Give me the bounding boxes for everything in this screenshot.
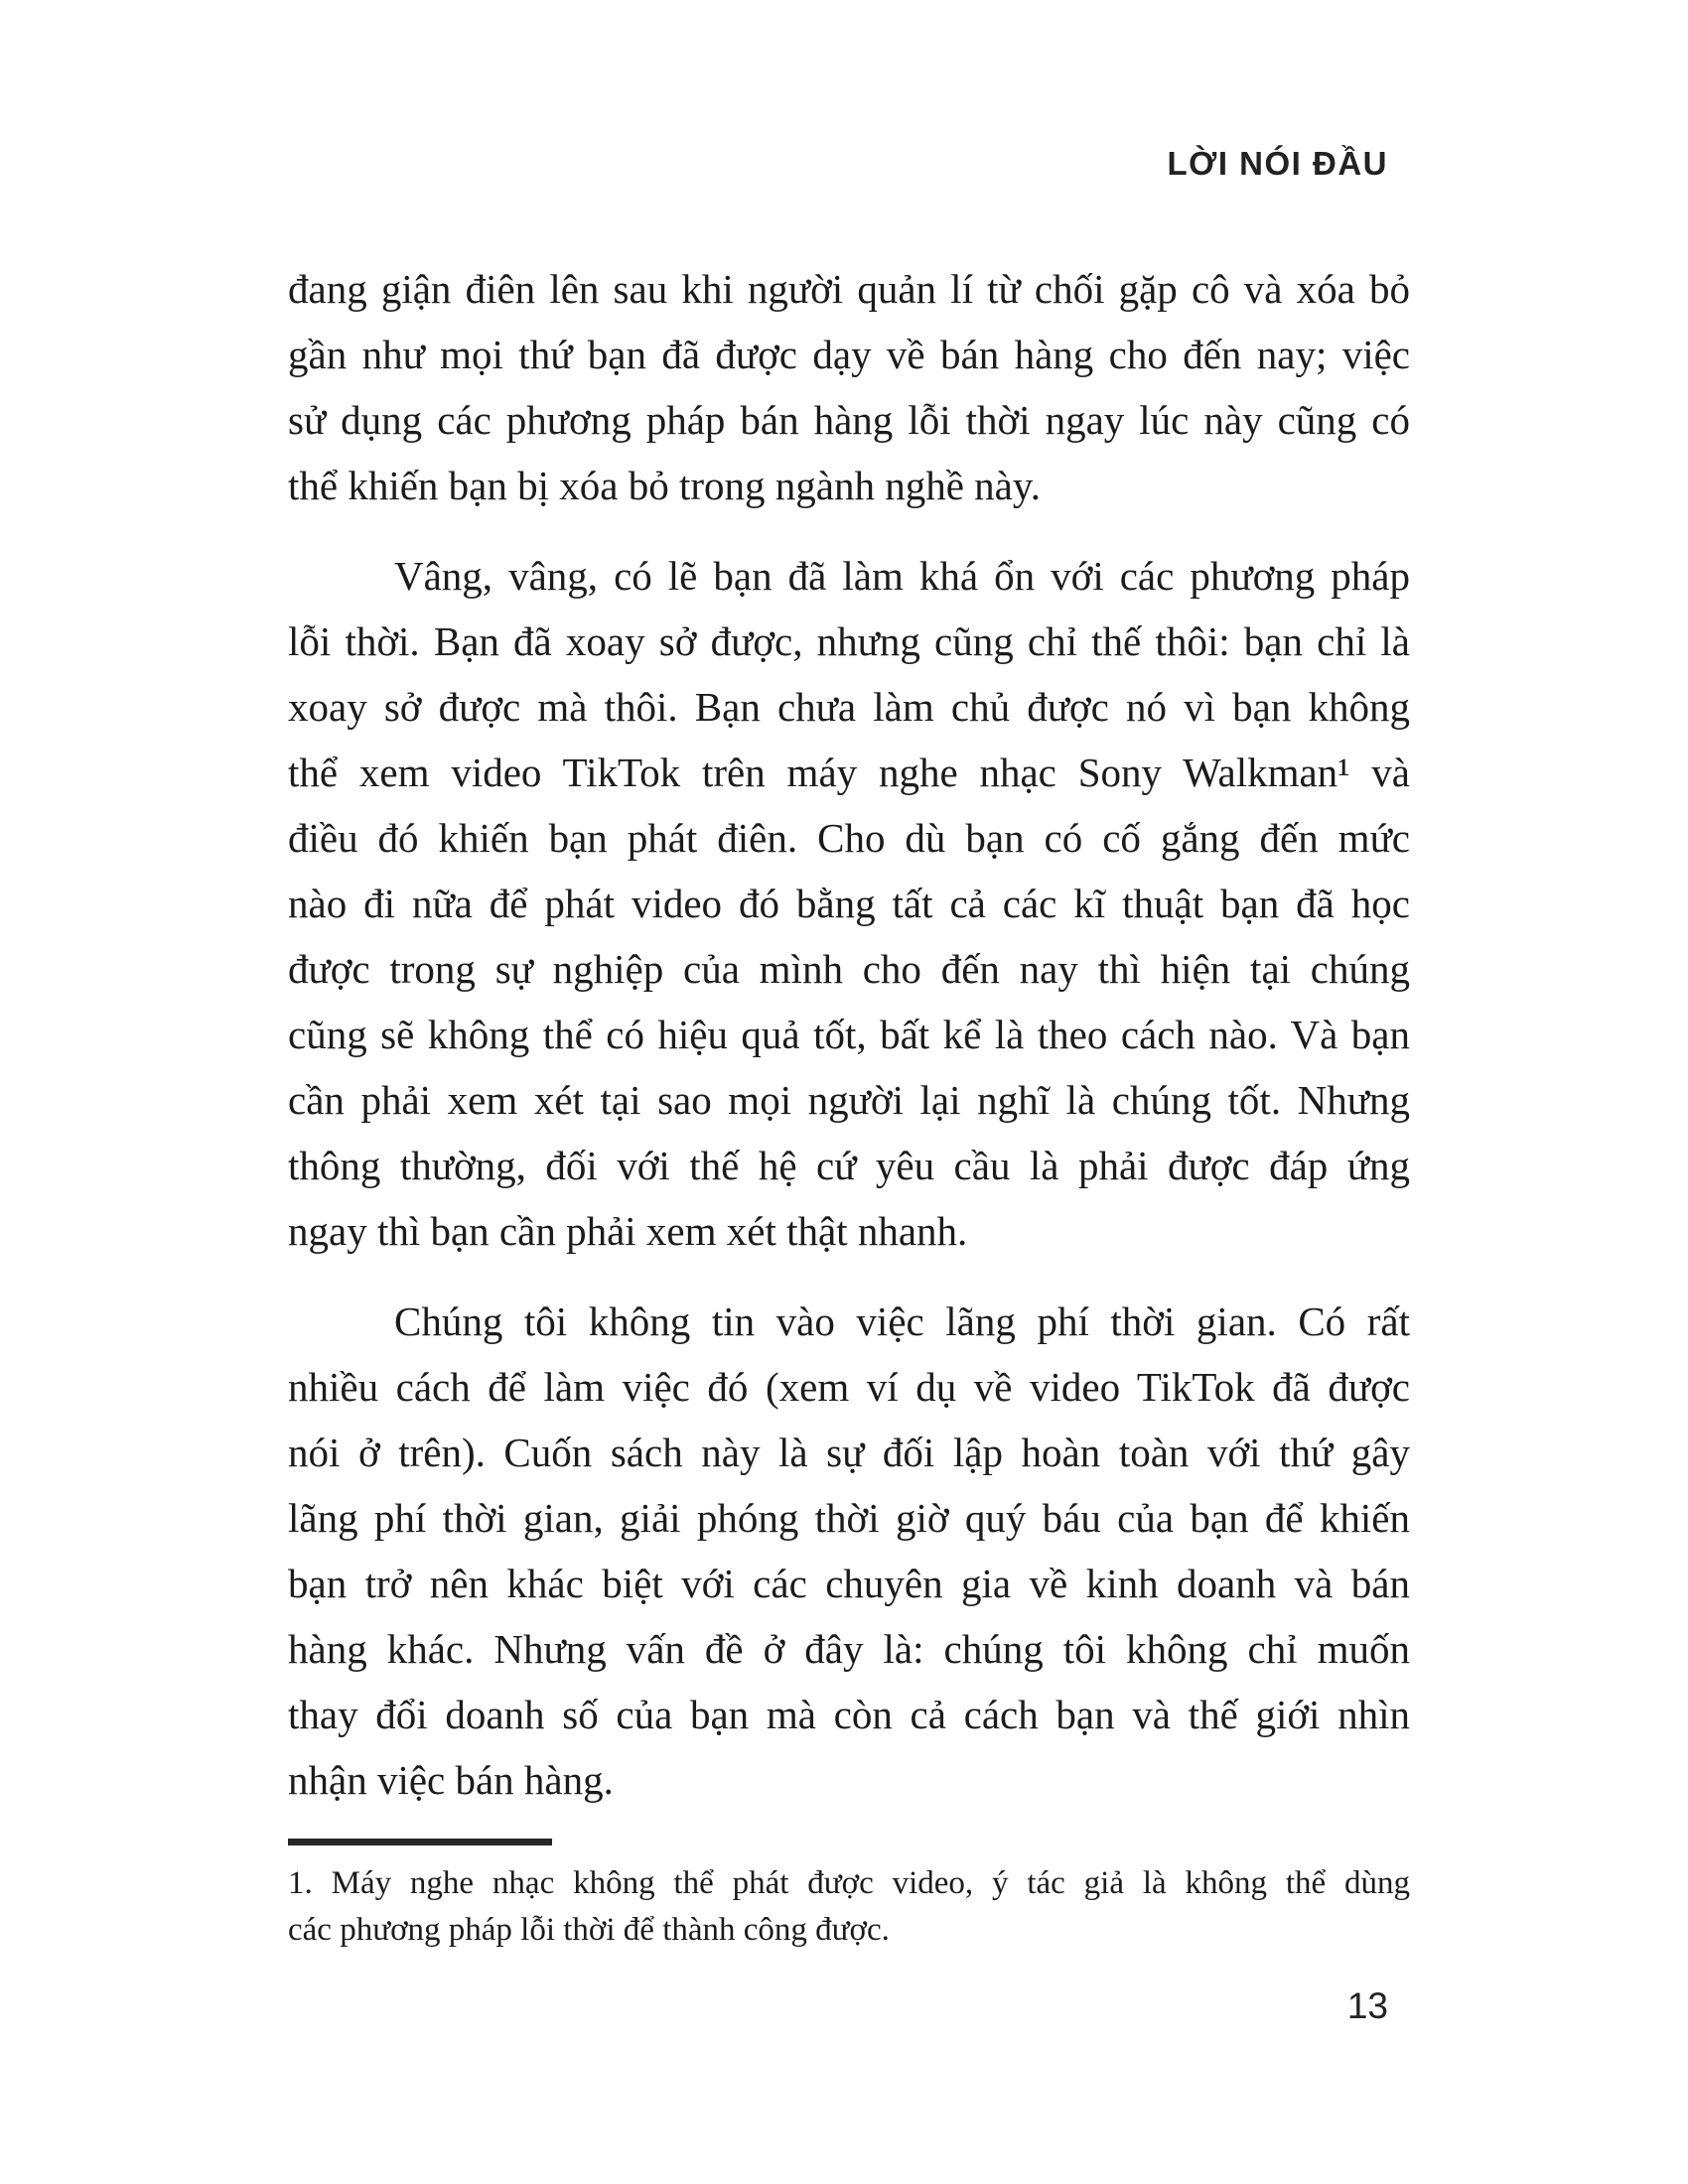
footnote-line: các phương pháp lỗi thời để thành công được. — [288, 1912, 890, 1948]
page-number: 13 — [1346, 1985, 1388, 2026]
text-line: ngay thì bạn cần phải xem xét thật nhanh. — [288, 1208, 968, 1254]
text-line: gần như mọi thứ bạn đã được dạy về bán hàng cho đến nay; việc — [288, 332, 1410, 377]
paragraph — [288, 543, 1410, 1264]
text-line: nói ở trên). Cuốn sách này là sự đối lập hoàn toàn với thứ gây — [288, 1430, 1410, 1475]
text-line: thay đổi doanh số của bạn mà còn cả cách bạn và thế giới nhìn — [288, 1692, 1410, 1737]
text-line: bạn trở nên khác biệt với các chuyên gia về kinh doanh và bán — [288, 1561, 1410, 1606]
text-line: Chúng tôi không tin vào việc lãng phí thời gian. Có rất — [394, 1298, 1410, 1344]
text-line: nhiều cách để làm việc đó (xem ví dụ về video TikTok đã được — [288, 1364, 1410, 1410]
text-line: thông thường, đối với thế hệ cứ yêu cầu là phải được đáp ứng — [288, 1143, 1410, 1188]
text-line: cũng sẽ không thể có hiệu quả tốt, bất kể là theo cách nào. Và bạn — [288, 1012, 1410, 1057]
footnote-line: 1. Máy nghe nhạc không thể phát được video, ý tác giả là không thể dùng — [288, 1865, 1410, 1901]
text-line: được trong sự nghiệp của mình cho đến nay thì hiện tại chúng — [288, 946, 1410, 992]
paragraph — [288, 1289, 1410, 1813]
text-line: lãng phí thời gian, giải phóng thời giờ quý báu của bạn để khiến — [288, 1495, 1410, 1541]
footnote-divider — [288, 1839, 552, 1845]
body-text — [288, 256, 1410, 1813]
paragraph — [288, 256, 1410, 518]
text-line: xoay sở được mà thôi. Bạn chưa làm chủ được nó vì bạn không — [288, 684, 1410, 730]
running-header: LỜI NÓI ĐẦU — [1167, 145, 1388, 182]
text-line: cần phải xem xét tại sao mọi người lại nghĩ là chúng tốt. Nhưng — [288, 1077, 1410, 1123]
text-line: lỗi thời. Bạn đã xoay sở được, nhưng cũng chỉ thế thôi: bạn chỉ là — [288, 618, 1410, 664]
text-line: nào đi nữa để phát video đó bằng tất cả các kĩ thuật bạn đã học — [288, 881, 1410, 926]
text-line: sử dụng các phương pháp bán hàng lỗi thời ngay lúc này cũng có — [288, 397, 1410, 443]
footnote — [288, 1860, 1410, 1954]
text-line: điều đó khiến bạn phát điên. Cho dù bạn có cố gắng đến mức — [288, 815, 1410, 861]
text-line: hàng khác. Nhưng vấn đề ở đây là: chúng tôi không chỉ muốn — [288, 1626, 1410, 1672]
text-line: thể xem video TikTok trên máy nghe nhạc Sony Walkman¹ và — [288, 750, 1410, 795]
text-line: thể khiến bạn bị xóa bỏ trong ngành nghề này. — [288, 463, 1041, 508]
text-line: Vâng, vâng, có lẽ bạn đã làm khá ổn với các phương pháp — [394, 553, 1410, 599]
text-line: đang giận điên lên sau khi người quản lí từ chối gặp cô và xóa bỏ — [288, 266, 1410, 312]
text-line: nhận việc bán hàng. — [288, 1757, 614, 1803]
